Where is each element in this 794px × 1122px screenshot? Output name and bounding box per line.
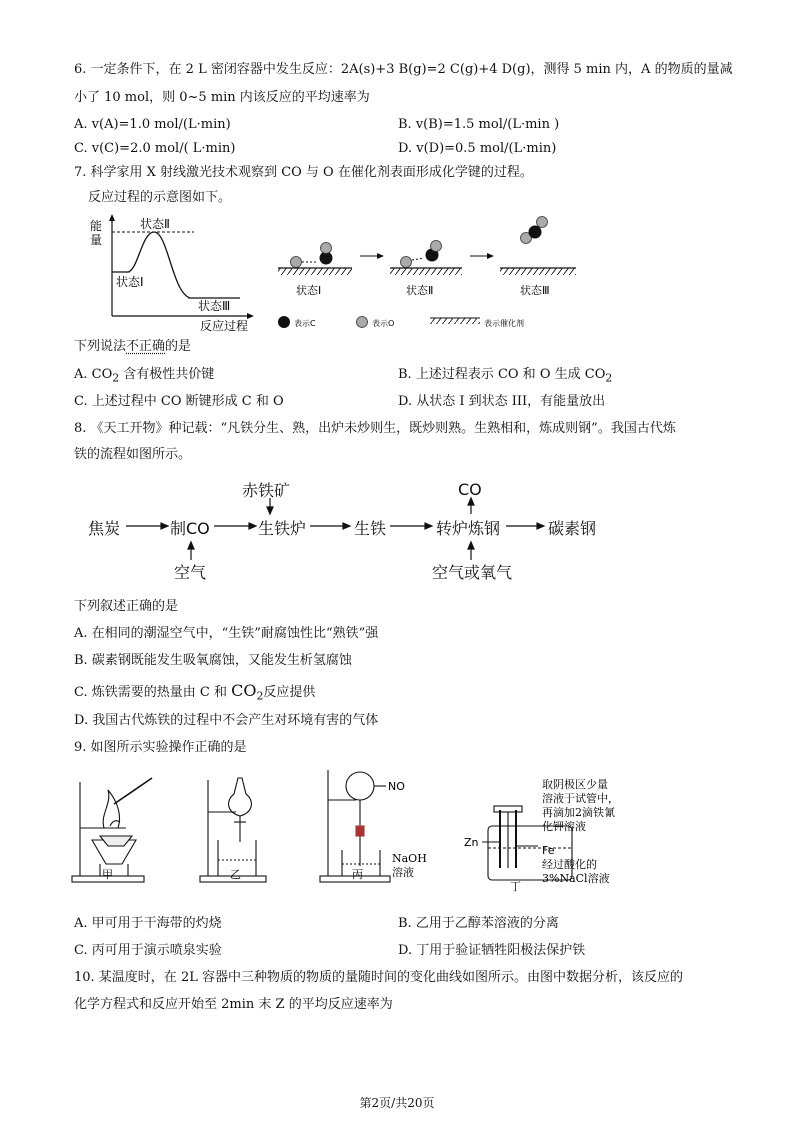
q7-option-d: D. 从状态 I 到状态 III，有能量放出 bbox=[398, 394, 606, 409]
iron-flowchart bbox=[80, 476, 640, 588]
o-atom-icon bbox=[401, 257, 412, 268]
page-footer: 第2页/共20页 bbox=[359, 1096, 435, 1110]
c-atom-icon bbox=[529, 226, 542, 239]
energy-state2: 状态Ⅱ bbox=[140, 217, 170, 231]
q6-option-c: C. v(C)=2.0 mol/( L·min) bbox=[74, 141, 236, 156]
legend-o: 表示O bbox=[372, 319, 395, 328]
flow-node-make-co: 制CO bbox=[170, 519, 210, 538]
q7-stem-line1: 7. 科学家用 X 射线激光技术观察到 CO 与 O 在催化剂表面形成化学键的过程。 bbox=[74, 165, 533, 180]
q6-stem-line1: 6. 一定条件下，在 2 L 密闭容器中发生反应：2A(s)+3 B(g)=2 C(g)+4 D(g)，测得 5 min 内，A 的物质的量减 bbox=[74, 62, 733, 77]
energy-ylabel-2: 量 bbox=[90, 233, 103, 247]
q6-option-d: D. v(D)=0.5 mol/(L·min) bbox=[398, 141, 557, 156]
q8-question: 下列叙述正确的是 bbox=[74, 599, 179, 614]
q9-option-c: C. 丙可用于演示喷泉实验 bbox=[74, 943, 222, 958]
q10-stem-line2: 化学方程式和反应开始至 2min 末 Z 的平均反应速率为 bbox=[74, 997, 393, 1012]
scheme-state2: 状态Ⅱ bbox=[406, 284, 434, 297]
q9-option-b: B. 乙用于乙醇苯溶液的分离 bbox=[398, 916, 559, 931]
ding-note-1: 取阴极区少量 bbox=[542, 778, 608, 791]
label-fe: Fe bbox=[542, 844, 555, 857]
flow-node-converter: 转炉炼钢 bbox=[436, 519, 501, 538]
o-atom-icon bbox=[431, 241, 442, 252]
label-naoh-solution: 溶液 bbox=[392, 866, 414, 879]
q7-question: 下列说法不正确的是 bbox=[74, 339, 192, 354]
legend-c: 表示C bbox=[294, 319, 316, 328]
flow-input-hematite: 赤铁矿 bbox=[242, 481, 291, 500]
q8-stem-line2: 铁的流程如图所示。 bbox=[74, 447, 192, 462]
legend-catalyst-icon bbox=[430, 318, 480, 324]
o-atom-icon bbox=[291, 257, 302, 268]
q7-option-a: A. $CO_2$ 含有极性共价键 bbox=[74, 367, 215, 385]
legend-c-icon bbox=[278, 316, 290, 328]
scheme-state3: 状态Ⅲ bbox=[520, 284, 550, 297]
flow-node-coke: 焦炭 bbox=[88, 519, 121, 538]
legend-o-icon bbox=[357, 317, 368, 328]
fig-ding: 丁 bbox=[510, 880, 521, 893]
q7-option-c: C. 上述过程中 CO 断键形成 C 和 O bbox=[74, 394, 284, 409]
q8-stem-line1: 8. 《天工开物》种记载：“凡铁分生、熟，出炉未炒则生，既炒则熟。生熟相和，炼成则钢”。我国古代炼 bbox=[74, 421, 676, 436]
energy-diagram bbox=[88, 212, 258, 334]
o-atom-icon bbox=[321, 243, 332, 254]
flow-input-air-oxygen: 空气或氧气 bbox=[432, 563, 513, 582]
flow-node-carbon-steel: 碳素钢 bbox=[548, 519, 597, 538]
ding-note-2: 溶液于试管中， bbox=[542, 792, 619, 805]
experiment-figures bbox=[70, 764, 630, 893]
q8-option-d: D. 我国古代炼铁的过程中不会产生对环境有害的气体 bbox=[74, 713, 379, 728]
fig-jia: 甲 bbox=[102, 868, 113, 881]
flow-node-pig-iron-furnace: 生铁炉 bbox=[258, 519, 307, 538]
label-acidified-1: 经过酸化的 bbox=[542, 858, 597, 871]
energy-ylabel-1: 能 bbox=[90, 219, 103, 233]
legend-catalyst: 表示催化剂 bbox=[484, 319, 524, 328]
ding-note-4: 化钾溶液 bbox=[542, 820, 586, 833]
energy-state3: 状态Ⅲ bbox=[198, 299, 231, 313]
arrow-right-icon bbox=[487, 253, 494, 259]
energy-xlabel: 反应过程 bbox=[200, 319, 249, 333]
o-atom-icon bbox=[537, 217, 548, 228]
q6-stem-line2: 小了 10 mol，则 0~5 min 内该反应的平均速率为 bbox=[74, 90, 370, 105]
q8-option-c: C. 炼铁需要的热量由 C 和 $CO_2$反应提供 bbox=[74, 681, 316, 703]
q10-stem-line1: 10. 某温度时，在 2L 容器中三种物质的物质的量随时间的变化曲线如图所示。由图中数据分析，该反应的 bbox=[74, 970, 683, 985]
fig-bing: 丙 bbox=[352, 868, 363, 881]
label-zn: Zn bbox=[464, 836, 479, 849]
catalyst-scheme bbox=[276, 210, 596, 336]
arrow-right-icon bbox=[377, 253, 384, 259]
label-acidified-2: 3%NaCl溶液 bbox=[542, 872, 610, 885]
scheme-state1: 状态Ⅰ bbox=[296, 284, 322, 297]
q7-option-b: B. 上述过程表示 CO 和 O 生成 $CO_2$ bbox=[398, 367, 613, 385]
q9-option-a: A. 甲可用于干海带的灼烧 bbox=[74, 916, 222, 931]
energy-state1: 状态Ⅰ bbox=[116, 275, 144, 289]
q7-stem-line2: 反应过程的示意图如下。 bbox=[88, 190, 232, 205]
q8-option-b: B. 碳素钢既能发生吸氧腐蚀，又能发生析氢腐蚀 bbox=[74, 653, 352, 668]
label-no: NO bbox=[388, 780, 405, 793]
flow-output-co: CO bbox=[458, 480, 482, 499]
q6-option-b: B. v(B)=1.5 mol/(L·min ) bbox=[398, 117, 560, 132]
q9-option-d: D. 丁用于验证牺牲阳极法保护铁 bbox=[398, 943, 586, 958]
q8-option-a: A. 在相同的潮湿空气中，“生铁”耐腐蚀性比“熟铁”强 bbox=[74, 626, 379, 641]
label-naoh: NaOH bbox=[392, 852, 427, 865]
ding-note-3: 再滴加2滴铁氰 bbox=[542, 806, 615, 819]
fig-yi: 乙 bbox=[230, 868, 241, 881]
flow-input-air: 空气 bbox=[174, 563, 207, 582]
q9-stem: 9. 如图所示实验操作正确的是 bbox=[74, 740, 247, 755]
q6-option-a: A. v(A)=1.0 mol/(L·min) bbox=[74, 117, 231, 132]
flow-node-pig-iron: 生铁 bbox=[354, 519, 387, 538]
